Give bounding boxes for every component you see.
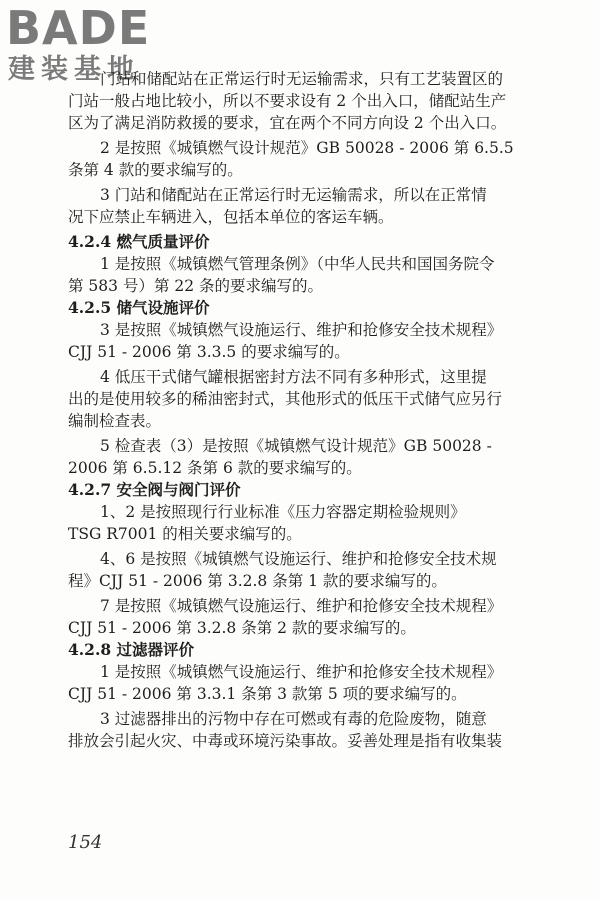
text-line: 1 是按照《城镇燃气管理条例》（中华人民共和国国务院令 [100, 255, 495, 273]
page-number: 154 [68, 832, 103, 853]
text-line: 程》CJJ 51 - 2006 第 3.2.8 条第 1 款的要求编写的。 [68, 572, 447, 590]
text-line: 3 过滤器排出的污物中存在可燃或有毒的危险废物，随意 [100, 710, 487, 728]
text-line: 门站一般占地比较小，所以不要求设有 2 个出入口，储配站生产 [68, 92, 507, 110]
text-line: CJJ 51 - 2006 第 3.2.8 条第 2 款的要求编写的。 [68, 619, 416, 637]
text-line: 出的是使用较多的稀油密封式，其他形式的低压干式储气应另行 [68, 390, 503, 408]
text-line: 2006 第 6.5.12 条第 6 款的要求编写的。 [68, 459, 362, 477]
text-line: 2 是按照《城镇燃气设计规范》GB 50028 - 2006 第 6.5.5 [100, 139, 514, 157]
text-line: 1、2 是按照现行行业标准《压力容器定期检验规则》 [100, 503, 466, 521]
text-line: CJJ 51 - 2006 第 3.3.1 条第 3 款第 5 项的要求编写的。 [68, 685, 467, 703]
text-line: 编制检查表。 [68, 412, 162, 430]
body-text [68, 68, 538, 752]
watermark-subtitle: 建装基地 [8, 54, 140, 85]
text-line: 3 门站和储配站在正常运行时无运输需求，所以在正常情 [100, 186, 487, 204]
section-heading: 4.2.4 燃气质量评价 [68, 232, 210, 251]
text-line: 3 是按照《城镇燃气设施运行、维护和抢修安全技术规程》 [100, 321, 503, 339]
section-heading: 4.2.7 安全阀与阀门评价 [68, 480, 241, 499]
text-line: TSG R7001 的相关要求编写的。 [68, 525, 302, 543]
watermark-brand: BADE [6, 1, 151, 55]
text-line: 7 是按照《城镇燃气设施运行、维护和抢修安全技术规程》 [100, 597, 503, 615]
text-line: 4 低压干式储气罐根据密封方法不同有多种形式，这里提 [100, 368, 487, 386]
text-line: 1 是按照《城镇燃气设施运行、维护和抢修安全技术规程》 [100, 663, 503, 681]
section-heading: 4.2.8 过滤器评价 [68, 640, 195, 659]
text-line: 排放会引起火灾、中毒或环境污染事故。妥善处理是指有收集装 [68, 732, 503, 750]
text-line: 第 583 号）第 22 条的要求编写的。 [68, 277, 324, 295]
section-heading: 4.2.5 储气设施评价 [68, 298, 210, 317]
text-line: 门站和储配站在正常运行时无运输需求，只有工艺装置区的 [100, 70, 504, 88]
text-line: 条第 4 款的要求编写的。 [68, 161, 243, 179]
text-line: CJJ 51 - 2006 第 3.3.5 的要求编写的。 [68, 343, 350, 361]
text-line: 区为了满足消防救援的要求，宜在两个不同方向设 2 个出入口。 [68, 114, 507, 132]
text-line: 5 检查表（3）是按照《城镇燃气设计规范》GB 50028 - [100, 437, 492, 455]
text-line: 况下应禁止车辆进入，包括本单位的客运车辆。 [68, 208, 394, 226]
text-line: 4、6 是按照《城镇燃气设施运行、维护和抢修安全技术规 [100, 550, 497, 568]
